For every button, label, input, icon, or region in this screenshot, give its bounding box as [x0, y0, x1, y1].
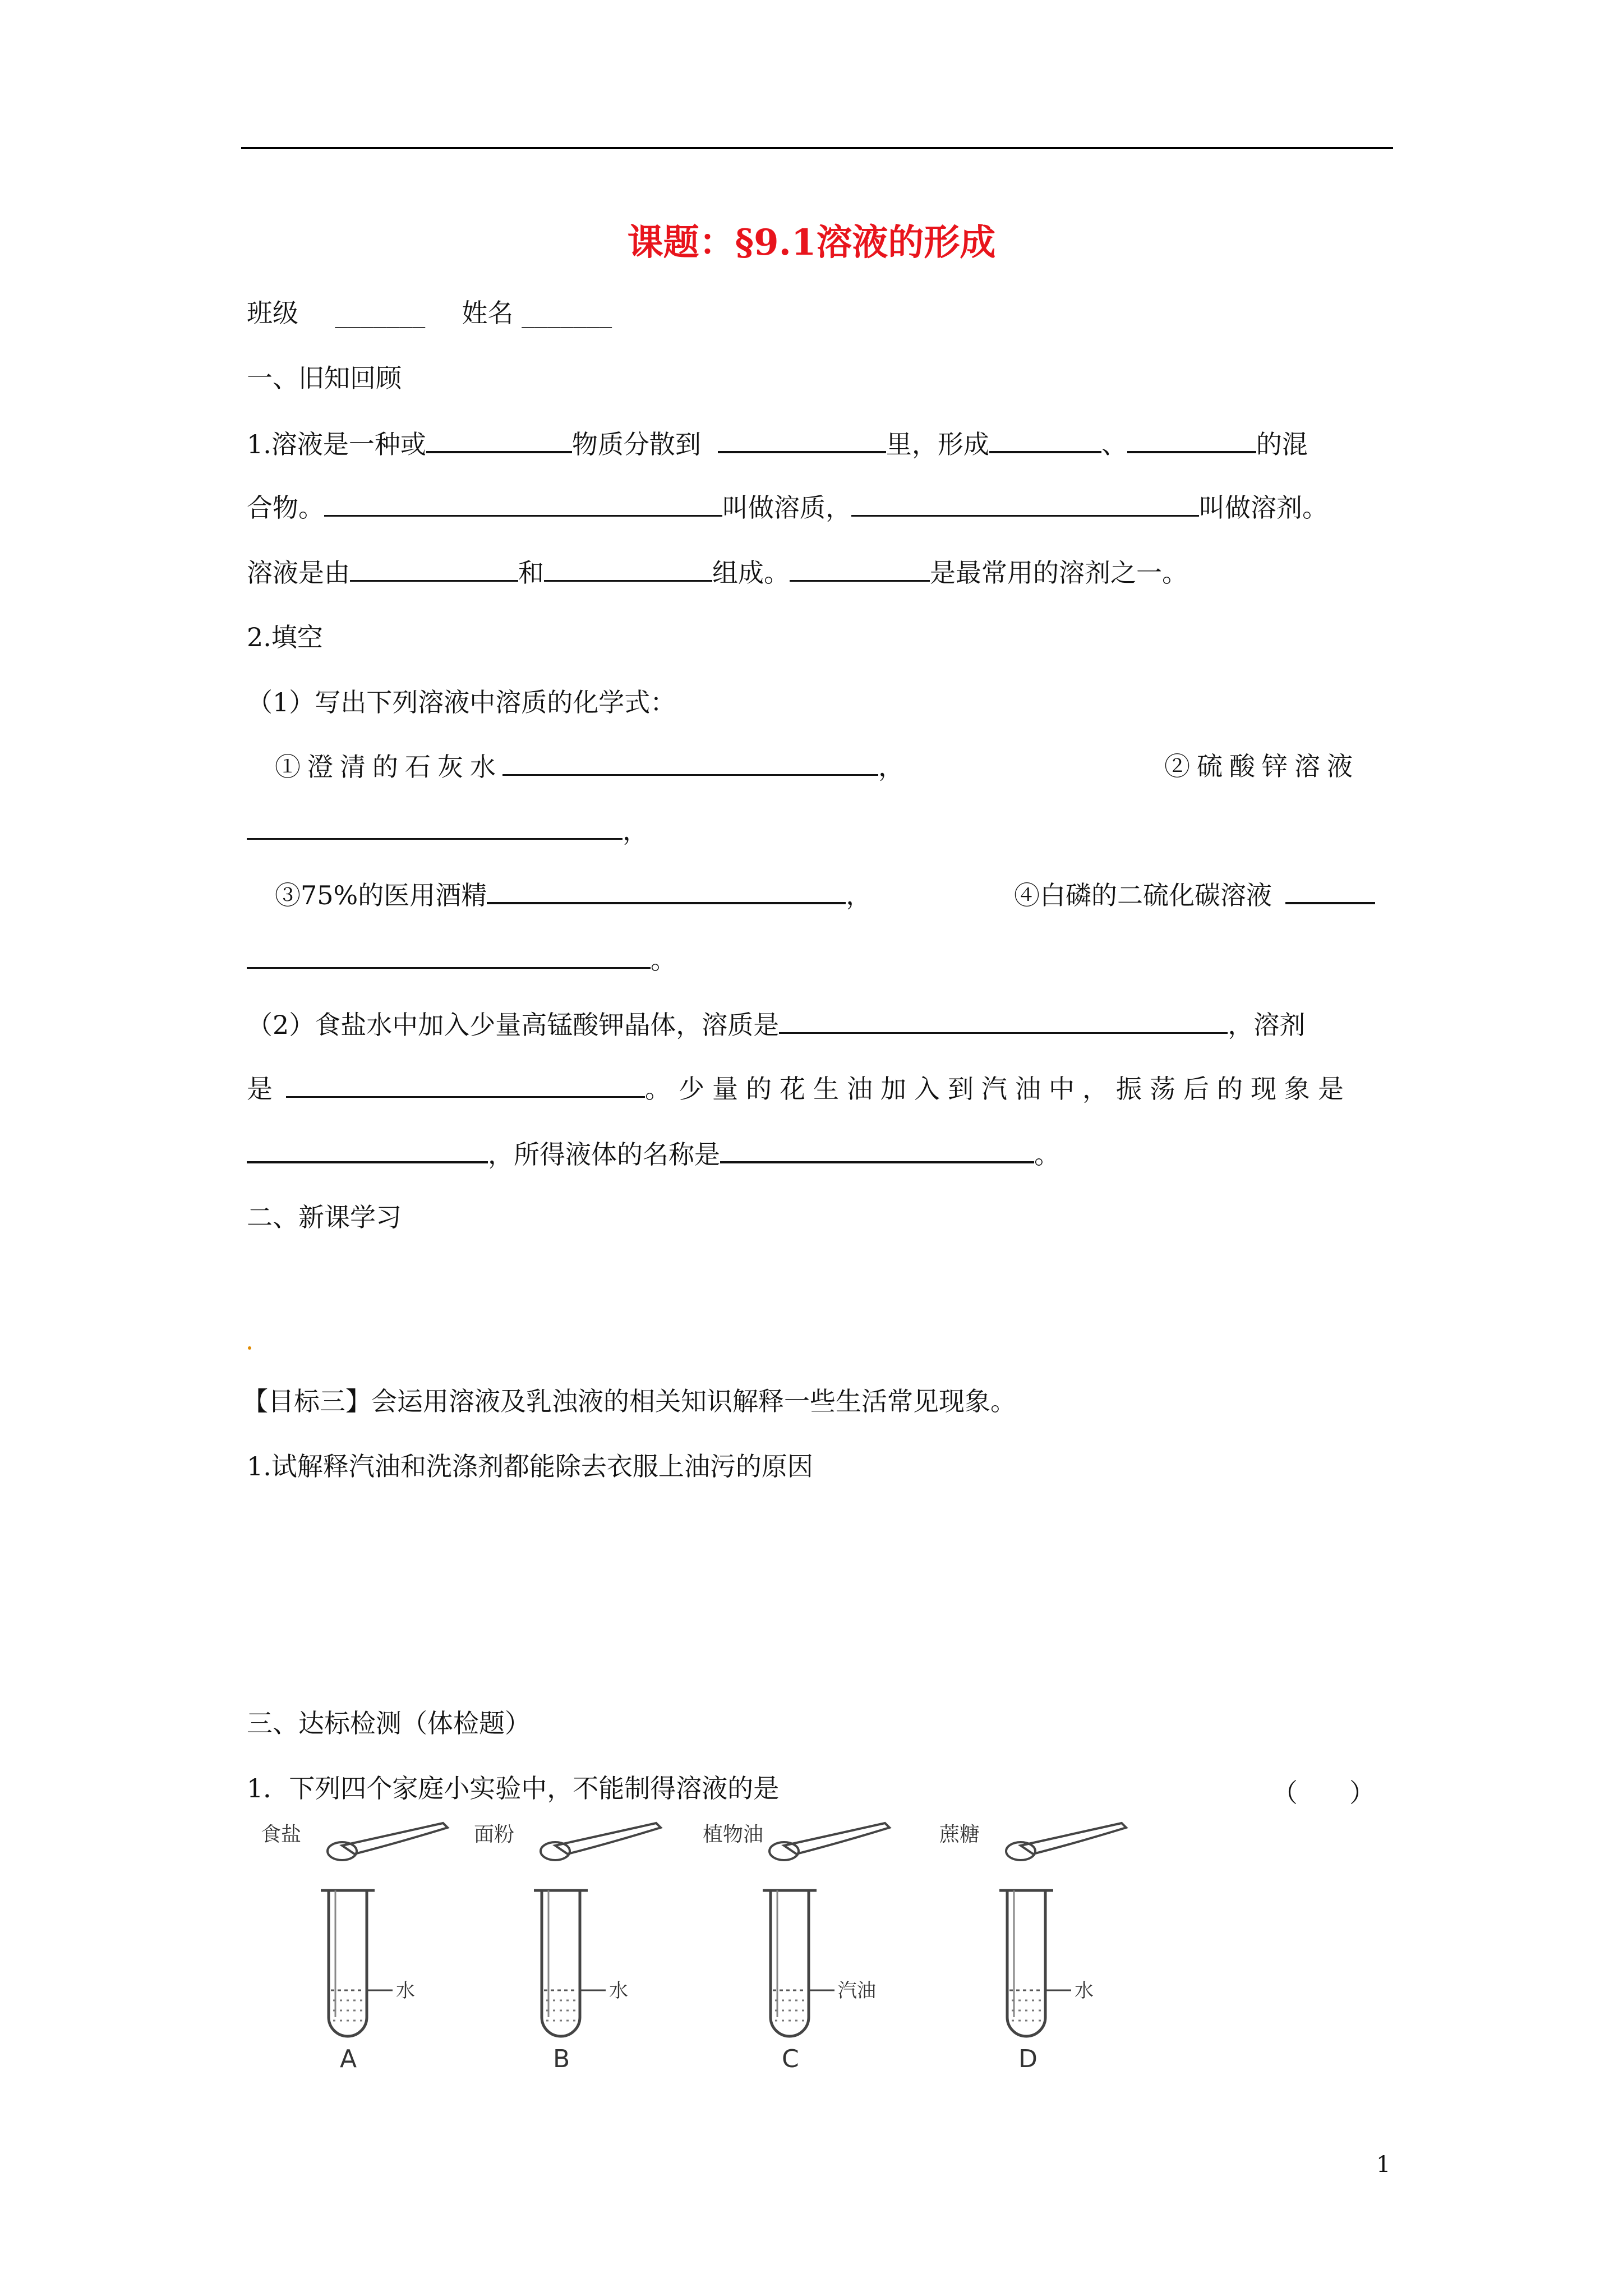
- q1-text: 和: [518, 558, 544, 588]
- test-tube-a: [261, 1823, 448, 2073]
- solvent-label: 水: [609, 1980, 628, 2002]
- q2-sub2-line3: [247, 1137, 1060, 1171]
- option-label: C: [782, 2045, 799, 2073]
- answer-blank[interactable]: [851, 490, 1199, 517]
- q1-line2: [247, 490, 1328, 524]
- answer-blank[interactable]: [502, 749, 878, 776]
- q2-item4-row: [1014, 877, 1375, 912]
- section2-heading: 二、新课学习: [247, 1202, 402, 1232]
- solvent-label: 汽油: [838, 1980, 876, 2002]
- test-tube-icon: [329, 1890, 367, 2036]
- solvent-label: 水: [1075, 1980, 1094, 2002]
- solute-label: 蔗糖: [939, 1823, 980, 1846]
- answer-blank[interactable]: [718, 426, 886, 453]
- name-label: 姓名: [462, 298, 514, 328]
- goal3-text: 【目标三】会运用溶液及乳浊液的相关知识解释一些生活常见现象。: [242, 1386, 1016, 1416]
- answer-blank[interactable]: [487, 877, 846, 904]
- q1-text: 合物。: [247, 493, 324, 523]
- q2-text: 。少量的花生油加入到汽油中，振荡后的现象是: [645, 1074, 1352, 1104]
- q2-item2-blank-row: [247, 813, 648, 848]
- test-tube-d: [939, 1823, 1126, 2073]
- q2-text: 。: [651, 945, 676, 975]
- answer-blank[interactable]: [1127, 426, 1256, 453]
- q1-text: 组成。: [712, 558, 790, 588]
- test-tube-icon: [771, 1890, 809, 2036]
- answer-blank[interactable]: [989, 426, 1101, 453]
- answer-blank[interactable]: [426, 426, 572, 453]
- option-label: D: [1018, 2045, 1038, 2073]
- q2-item4-blank-row: [247, 942, 676, 977]
- q2-text: ，溶剂: [1228, 1010, 1306, 1040]
- answer-blank[interactable]: [247, 813, 623, 840]
- q1-line1: [247, 426, 1308, 461]
- header-rule: [241, 147, 1393, 149]
- solute-label: 植物油: [703, 1823, 764, 1846]
- spoon-icon: [1021, 1823, 1126, 1854]
- q1-text: 、: [1101, 429, 1127, 459]
- spoon-icon: [555, 1823, 661, 1854]
- section3-q1: 1．下列四个家庭小实验中，不能制得溶液的是: [247, 1773, 780, 1803]
- q1-text: 叫做溶质，: [722, 493, 851, 523]
- q1-text: 物质分散到: [571, 429, 701, 459]
- answer-blank[interactable]: [720, 1137, 1034, 1163]
- name-blank[interactable]: _______: [522, 298, 612, 328]
- q2-item3: ③75%的医用酒精: [275, 880, 487, 910]
- answer-blank[interactable]: [286, 1071, 645, 1098]
- answer-blank[interactable]: [779, 1007, 1228, 1034]
- q2-text: ，: [846, 880, 872, 910]
- answer-blank[interactable]: [350, 555, 518, 582]
- section3-heading: 三、达标检测（体检题）: [247, 1708, 531, 1738]
- option-label: B: [553, 2045, 570, 2073]
- q2-item1: ①澄清的石灰水: [275, 752, 502, 782]
- solvent-label: 水: [396, 1980, 415, 2002]
- solute-label: 食盐: [261, 1823, 302, 1846]
- answer-blank[interactable]: [324, 490, 722, 517]
- q2-item2: ②硫酸锌溶液: [1164, 751, 1359, 781]
- answer-blank[interactable]: [790, 555, 930, 582]
- q2-text: （2）食盐水中加入少量高锰酸钾晶体，溶质是: [247, 1010, 780, 1040]
- section1-heading: 一、旧知回顾: [247, 363, 402, 393]
- q2-text: 是: [247, 1074, 273, 1104]
- q2-text: 。: [1034, 1139, 1060, 1170]
- q1-text: 1.溶液是一种或: [247, 429, 426, 459]
- q1-text: 溶液是由: [247, 558, 350, 588]
- page-number: 1: [1376, 2152, 1391, 2178]
- test-tubes-figure: [261, 1812, 1178, 2073]
- test-tube-c: [703, 1823, 889, 2073]
- q2-sub2-line1: [247, 1007, 1305, 1042]
- student-info-line: [247, 296, 612, 330]
- test-tube-icon: [1007, 1890, 1045, 2036]
- q2-item1-row: [275, 749, 904, 784]
- solute-label: 面粉: [474, 1823, 515, 1846]
- q2-item3-row: [275, 877, 872, 912]
- answer-blank[interactable]: [1285, 877, 1375, 904]
- answer-blank[interactable]: [247, 1137, 488, 1163]
- q1-line3: [247, 555, 1188, 590]
- q1-text: 是最常用的溶剂之一。: [930, 558, 1188, 588]
- answer-parentheses[interactable]: （ ）: [1272, 1778, 1375, 1808]
- spoon-icon: [784, 1823, 889, 1854]
- class-label: 班级: [247, 298, 298, 328]
- test-tube-icon: [542, 1890, 580, 2036]
- q2-text: ，: [878, 752, 904, 782]
- q2-sub1: （1）写出下列溶液中溶质的化学式：: [247, 687, 676, 717]
- answer-blank[interactable]: [247, 942, 651, 969]
- answer-blank[interactable]: [544, 555, 712, 582]
- q1-text: 里，形成: [886, 429, 989, 459]
- option-label: A: [340, 2045, 357, 2073]
- page-title: 课题：§9.1溶液的形成: [627, 222, 996, 264]
- section2-q1: 1.试解释汽油和洗涤剂都能除去衣服上油污的原因: [247, 1451, 813, 1481]
- q1-text: 的混: [1256, 429, 1308, 459]
- class-blank[interactable]: _______: [335, 298, 426, 328]
- stray-mark: [248, 1346, 251, 1350]
- q2-text: ，: [623, 816, 648, 846]
- q1-text: 叫做溶剂。: [1199, 493, 1328, 523]
- q2-text: ，所得液体的名称是: [488, 1139, 720, 1170]
- q2-sub2-line2: [247, 1071, 1352, 1106]
- spoon-icon: [342, 1823, 448, 1854]
- q2-heading: 2.填空: [247, 622, 323, 652]
- test-tube-b: [474, 1823, 661, 2073]
- q2-item4: ④白磷的二硫化碳溶液: [1014, 880, 1272, 910]
